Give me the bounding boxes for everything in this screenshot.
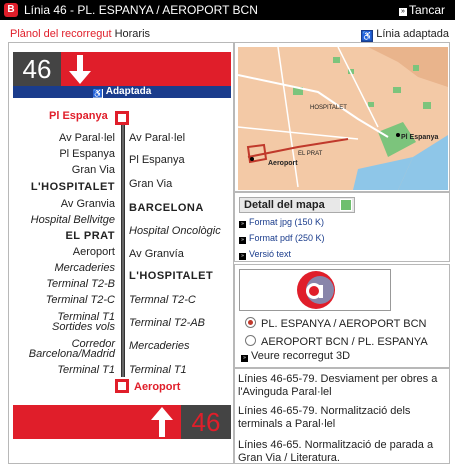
route-map[interactable] [234, 42, 450, 192]
notice-item[interactable]: Línies 46-65-79. Normalització dels terminals a Paral·lel [238, 405, 411, 430]
close-button[interactable] [399, 3, 445, 17]
stop-out-7: Aeroport [72, 246, 115, 258]
stop-ret-4: Hospital Oncològic [129, 225, 221, 237]
map-thumbnail-icon [340, 199, 352, 211]
notice-item[interactable]: Línies 46-65. Normalització de parada a Gran Via / Literatura. [238, 439, 434, 464]
close-label: Tancar [408, 3, 445, 17]
stop-out-4: Av Granvia [60, 198, 115, 210]
stop-ret-1: Pl Espanya [129, 154, 185, 166]
route-line [121, 125, 125, 377]
radio-selected[interactable] [245, 317, 256, 328]
stop-out-5: Hospital Bellvitge [30, 214, 115, 226]
stop-ret-6: L'HOSPITALET [129, 270, 214, 282]
start-terminal-label: Pl Espanya [49, 110, 108, 122]
stop-ret-2: Gran Via [129, 178, 173, 190]
arrow-icon: » [239, 237, 246, 244]
adapted-label: Adaptada [105, 86, 152, 97]
direction-selector [234, 264, 450, 368]
stop-out-0: Av Paral·lel [58, 132, 115, 144]
stop-out-11: Terminal T1 [57, 311, 115, 323]
window-title: Línia 46 - PL. ESPANYA / AEROPORT BCN [24, 3, 258, 17]
radio-unselected[interactable] [245, 335, 256, 346]
stop-out-8: Mercaderies [54, 262, 115, 274]
text-version-label: Versió text [249, 249, 292, 259]
map-label-prat: EL PRAT [298, 151, 323, 157]
adapted-line-link[interactable] [361, 28, 449, 42]
direction-option-1[interactable] [245, 335, 428, 349]
tab-route-plan[interactable]: Plànol del recorregut [10, 28, 112, 40]
map-label-hospitalet: HOSPITALET [310, 105, 347, 111]
view-tabs [10, 28, 150, 40]
adapted-line-label: Línia adaptada [376, 28, 449, 40]
map-image [238, 47, 448, 190]
stop-out-13: Corredor [71, 338, 115, 350]
line-number-bottom: 46 [181, 405, 231, 439]
line-banner-bottom [13, 405, 231, 439]
window-title-bar [0, 0, 455, 20]
stop-ret-10: Terminal T1 [129, 364, 187, 376]
stop-out-15: Terminal T1 [57, 364, 115, 376]
stop-out-9: Terminal T2-B [46, 278, 115, 290]
notice-item[interactable]: Línies 46-65-79. Desviament per obres a l'Avinguda Paral·lel [238, 373, 438, 398]
line-number-top: 46 [13, 52, 61, 86]
arrow-up-icon [149, 406, 175, 438]
stop-ret-8: Terminal T2-AB [129, 317, 206, 329]
close-arrow-icon: » [399, 8, 407, 16]
wheelchair-icon: ♿ [361, 31, 373, 41]
start-terminal-marker [115, 111, 129, 125]
bus-badge: B [4, 3, 18, 17]
route-diagram [8, 42, 234, 464]
end-terminal-label: Aeroport [134, 381, 181, 393]
logo [239, 269, 391, 311]
stop-out-10: Terminal T2-C [45, 294, 115, 306]
download-jpg-link[interactable] [239, 216, 324, 228]
arrow-icon: » [239, 221, 246, 228]
map-detail-panel [234, 192, 450, 262]
arrow-icon: » [241, 355, 248, 362]
stop-out-12: Sortides vols [52, 321, 115, 333]
download-jpg-label: Format jpg (150 K) [249, 217, 325, 227]
direction-option-0-label: PL. ESPANYA / AEROPORT BCN [261, 318, 427, 330]
arrow-down-icon [67, 53, 93, 85]
end-terminal-marker [115, 379, 129, 393]
stop-ret-7: Termnal T2-C [129, 294, 196, 306]
text-version-link[interactable] [239, 248, 291, 260]
stop-ret-3: BARCELONA [129, 202, 204, 214]
stop-out-6: EL PRAT [65, 230, 115, 242]
view-3d-link[interactable] [241, 349, 350, 363]
download-pdf-label: Format pdf (250 K) [249, 233, 325, 243]
adapted-bar [13, 86, 231, 98]
stop-out-3: L'HOSPITALET [30, 181, 115, 193]
view-3d-label: Veure recorregut 3D [251, 350, 351, 362]
bus-network-logo-icon [240, 270, 390, 310]
notices-list [234, 368, 450, 464]
map-detail-button[interactable] [239, 197, 355, 213]
direction-option-0[interactable] [245, 317, 426, 331]
direction-option-1-label: AEROPORT BCN / PL. ESPANYA [261, 336, 428, 348]
tab-schedules[interactable]: Horaris [114, 28, 151, 40]
arrow-icon: » [239, 253, 246, 260]
map-label-pl-espanya: Pl Espanya [401, 134, 439, 141]
stop-ret-5: Av Granvía [129, 248, 184, 260]
map-label-aeroport: Aeroport [268, 160, 298, 167]
download-pdf-link[interactable] [239, 232, 325, 244]
line-banner-top [13, 52, 231, 86]
stop-ret-0: Av Paral·lel [129, 132, 186, 144]
stop-ret-9: Mercaderies [129, 340, 190, 352]
stop-out-14: Barcelona/Madrid [28, 348, 115, 360]
stop-out-2: Gran Via [71, 164, 115, 176]
wheelchair-icon: ♿ [92, 89, 103, 98]
stop-out-1: Pl Espanya [59, 148, 115, 160]
map-detail-label: Detall del mapa [244, 199, 325, 211]
